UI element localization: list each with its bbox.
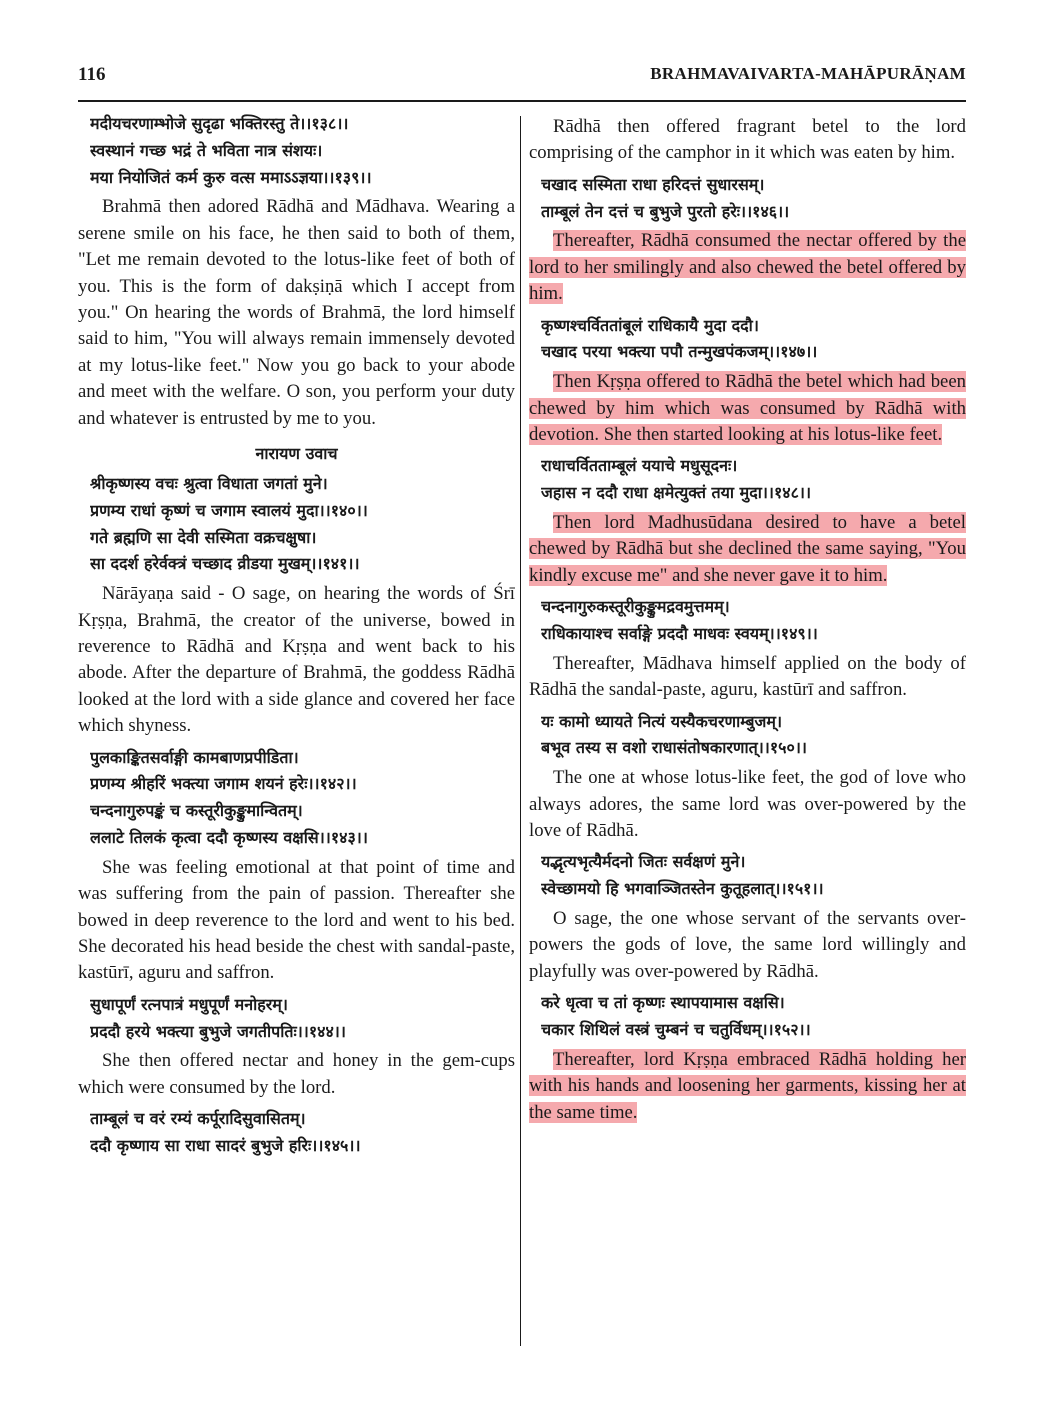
section-heading: नारायण उवाच — [255, 444, 338, 464]
verse-line: प्रणम्य श्रीहरिं भक्त्या जगाम शयनं हरेः।।१४२।। — [90, 774, 357, 794]
verse-line: ललाटे तिलकं कृत्वा ददौ कृष्णस्य वक्षसि।।१४३।। — [90, 828, 368, 848]
highlight-text: Thereafter, lord Kṛṣṇa embraced Rādhā holding her with his hands and loosening her garments, kissing her at the same time. — [529, 1048, 966, 1123]
verse-line: यः कामो ध्यायते नित्यं यस्यैकचरणाम्बुजम्। — [541, 711, 783, 731]
highlight-text: Then lord Madhusūdana desired to have a betel chewed by Rādhā but she declined the same saying, "You kindly excuse me" and she never gave it to him. — [529, 512, 966, 586]
verse-line: करे धृत्वा च तां कृष्णः स्थापयामास वक्षसि। — [541, 993, 785, 1013]
verse-line: सा ददर्श हरेर्वक्त्रं चच्छाद व्रीडया मुखम्।।१४१।। — [90, 554, 360, 574]
verse-line: जहास न ददौ राधा क्षमेत्युक्तं तया मुदा।।१४८।। — [541, 483, 812, 503]
translation-paragraph: Nārāyaṇa said - O sage, on hearing the words of Śrī Kṛṣṇa, Brahmā, the creator of the universe, bowed in reverence to Rādhā and Kṛṣṇa and went back to his abode. After the departure of Brahmā, the goddess Rādhā looked at the lord with a side glance and covered her face which shyness. — [78, 583, 515, 737]
verse-line: पुलकाङ्कितसर्वाङ्गी कामबाणप्रपीडिता। — [90, 747, 299, 767]
verse-line: मया नियोजितं कर्म कुरु वत्स ममाऽऽज्ञया।।१३९।। — [90, 167, 372, 187]
translation-paragraph: Rādhā then offered fragrant betel to the lord comprising of the camphor in it which was eaten by him. — [529, 116, 966, 164]
verse-line: राधिकायाश्च सर्वाङ्गे प्रददौ माधवः स्वयम्।।१४९।। — [541, 624, 818, 644]
verse-line: ताम्बूलं च वरं रम्यं कर्पूरादिसुवासितम्। — [90, 1109, 306, 1129]
page-number: 116 — [78, 64, 106, 85]
verse-line: सुधापूर्णं रत्नपात्रं मधुपूर्णं मनोहरम्। — [90, 994, 288, 1014]
right-column — [529, 114, 966, 1354]
verse-line: श्रीकृष्णस्य वचः श्रुत्वा विधाता जगतां मुने। — [90, 474, 328, 494]
verse-line: चखाद परया भक्त्या पपौ तन्मुखपंकजम्।।१४७।। — [541, 342, 818, 362]
highlighted-paragraph — [529, 510, 966, 589]
running-head: BRAHMAVAIVARTA-MAHĀPURĀṆAM — [650, 64, 966, 83]
translation-paragraph: She then offered nectar and honey in the gem-cups which were consumed by the lord. — [78, 1050, 515, 1098]
column-divider — [520, 116, 521, 1346]
verse-line: यद्भृत्यभृत्यैर्मदनो जितः सर्वक्षणं मुने। — [541, 852, 746, 872]
verse-line: चखाद सस्मिता राधा हरिदत्तं सुधारसम्। — [541, 174, 765, 194]
header-rule — [78, 100, 966, 102]
verse-line: प्रणम्य राधां कृष्णं च जगाम स्वालयं मुदा।।१४०।। — [90, 500, 368, 520]
translation-paragraph: O sage, the one whose servant of the servants over-powers the gods of love, the same lord willingly and playfully was over-powered by Rādhā. — [529, 908, 966, 982]
verse-line: स्वस्थानं गच्छ भद्रं ते भविता नात्र संशयः। — [90, 140, 323, 160]
verse-line: चन्दनागुरुपङ्कं च कस्तूरीकुङ्कुमान्वितम्। — [90, 801, 303, 821]
highlight-text: Thereafter, Rādhā consumed the nectar offered by the lord to her smilingly and also chewed the betel offered by him. — [529, 230, 966, 305]
verse-line: ताम्बूलं तेन दत्तं च बुभुजे पुरतो हरेः।।१४६।। — [541, 201, 790, 221]
verse-line: ददौ कृष्णाय सा राधा सादरं बुभुजे हरिः।।१४५।। — [90, 1136, 361, 1156]
translation-paragraph: She was feeling emotional at that point of time and was suffering from the pain of passion. Thereafter she bowed in deep reverence to the lord and went to his bed. She decorated his head beside the chest with sandal-paste, kastūrī, aguru and saffron. — [78, 856, 515, 984]
verse-line: बभूव तस्य स वशो राधासंतोषकारणात्।।१५०।। — [541, 738, 807, 758]
translation-paragraph: Thereafter, Mādhava himself applied on the body of Rādhā the sandal-paste, aguru, kastūrī and saffron. — [529, 652, 966, 701]
highlight-text: Then Kṛṣṇa offered to Rādhā the betel which had been chewed by him which was consumed by Rādhā with devotion. She then started looking at his lotus-like feet. — [529, 371, 966, 446]
verse-line: राधाचर्वितताम्बूलं ययाचे मधुसूदनः। — [541, 456, 738, 476]
verse-line: मदीयचरणाम्भोजे सुदृढा भक्तिरस्तु ते।।१३८।। — [90, 114, 349, 133]
verse-line: गते ब्रह्मणि सा देवी सस्मिता वक्रचक्षुषा। — [90, 527, 317, 547]
translation-paragraph: The one at whose lotus-like feet, the god of love who always adores, the same lord was over-powered by the love of Rādhā. — [529, 767, 966, 842]
highlighted-paragraph — [529, 369, 966, 448]
verse-line: प्रददौ हरये भक्त्या बुभुजे जगतीपतिः।।१४४।। — [90, 1021, 346, 1041]
verse-line: स्वेच्छामयो हि भगवाञ्जितस्तेन कुतूहलात्।।१५१।। — [541, 879, 824, 899]
translation-paragraph: Brahmā then adored Rādhā and Mādhava. Wearing a serene smile on his face, he then said to both of them, "Let me remain devoted to the lotus-like feet of both of you. This is the form of dakṣiṇā which I accept from you." On hearing the words of Brahmā, the lord himself said to him, "You will always remain immensely devoted at my lotus-like feet." Now you go back to your abode and meet with the welfare. O son, you perform your duty and whatever is entrusted by me to you. — [78, 196, 515, 429]
verse-line: कृष्णश्चर्विततांबूलं राधिकायै मुदा ददौ। — [541, 315, 759, 335]
verse-line: चन्दनागुरुकस्तूरीकुङ्कुमद्रवमुत्तमम्। — [541, 597, 730, 617]
verse-line: चकार शिथिलं वस्त्रं चुम्बनं च चतुर्विधम्।।१५२।। — [541, 1020, 811, 1040]
left-column — [78, 114, 515, 1354]
highlighted-paragraph — [529, 228, 966, 307]
highlighted-paragraph — [529, 1047, 966, 1126]
